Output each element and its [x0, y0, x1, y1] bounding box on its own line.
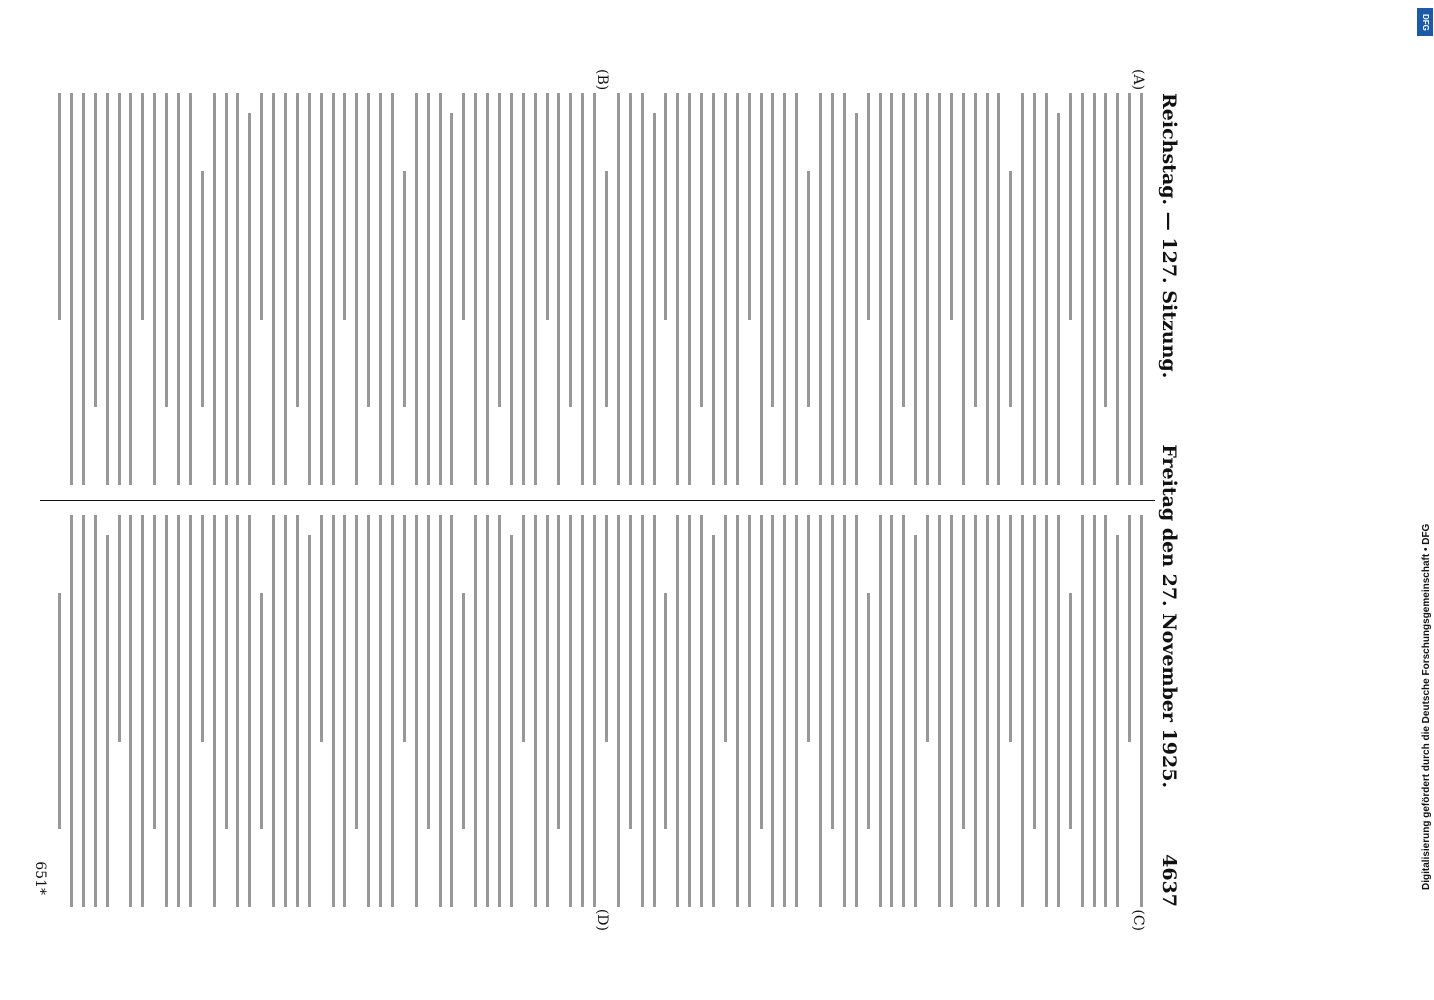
- margin-mark-c: (C): [1130, 909, 1146, 931]
- text-line: [94, 93, 97, 407]
- text-line: [890, 515, 893, 907]
- text-line: [724, 93, 727, 485]
- text-line: [629, 515, 632, 829]
- text-line: [605, 171, 608, 406]
- text-line: [879, 93, 882, 485]
- text-line: [474, 515, 477, 907]
- text-line: [534, 515, 537, 907]
- text-line: [260, 593, 263, 828]
- text-line: [379, 93, 382, 485]
- text-line: [355, 515, 358, 829]
- text-line: [748, 515, 751, 907]
- text-line: [165, 515, 168, 907]
- text-line: [831, 93, 834, 485]
- text-line: [724, 515, 727, 742]
- text-line: [914, 93, 917, 485]
- text-line: [997, 515, 1000, 907]
- text-line: [308, 93, 311, 485]
- text-line: [320, 515, 323, 742]
- text-line: [760, 93, 763, 485]
- right-column: [50, 515, 1152, 907]
- text-line: [997, 93, 1000, 485]
- text-line: [1057, 113, 1060, 485]
- text-line: [1140, 515, 1143, 907]
- text-line: [272, 93, 275, 485]
- text-line: [926, 515, 929, 742]
- text-line: [1081, 93, 1084, 485]
- footer-signature: 651*: [32, 861, 48, 895]
- text-line: [1128, 93, 1131, 485]
- text-line: [58, 93, 61, 320]
- text-line: [581, 93, 584, 485]
- text-line: [439, 93, 442, 485]
- text-line: [474, 93, 477, 485]
- text-line: [772, 93, 775, 407]
- text-line: [486, 93, 489, 485]
- text-line: [641, 515, 644, 907]
- text-line: [581, 515, 584, 907]
- text-line: [1104, 93, 1107, 407]
- text-line: [605, 515, 608, 742]
- text-line: [1009, 515, 1012, 742]
- text-line: [653, 113, 656, 485]
- text-line: [308, 535, 311, 907]
- text-line: [379, 515, 382, 907]
- text-line: [783, 515, 786, 907]
- text-line: [843, 515, 846, 907]
- digitization-credit: Digitalisierung gefördert durch die Deutsche Forschungsgemeinschaft • DFG: [1421, 523, 1432, 890]
- text-line: [1081, 515, 1084, 907]
- text-line: [534, 93, 537, 485]
- text-line: [296, 93, 299, 407]
- text-line: [867, 93, 870, 320]
- text-line: [546, 515, 549, 907]
- text-line: [974, 515, 977, 907]
- text-line: [165, 93, 168, 407]
- text-line: [950, 515, 953, 907]
- text-line: [129, 515, 132, 907]
- text-line: [189, 93, 192, 485]
- text-line: [629, 93, 632, 485]
- margin-mark-b: (B): [594, 69, 610, 91]
- text-line: [450, 515, 453, 907]
- column-divider: [40, 500, 1155, 501]
- text-line: [355, 93, 358, 485]
- header-date: Freitag den 27. November 1925.: [1158, 444, 1180, 789]
- text-line: [522, 515, 525, 742]
- text-line: [688, 515, 691, 907]
- text-line: [189, 515, 192, 907]
- text-line: [450, 113, 453, 485]
- text-line: [415, 93, 418, 485]
- text-line: [641, 93, 644, 485]
- text-line: [236, 515, 239, 907]
- text-line: [427, 93, 430, 485]
- text-line: [819, 515, 822, 907]
- text-line: [225, 93, 228, 485]
- text-line: [914, 535, 917, 907]
- text-line: [1069, 593, 1072, 828]
- text-line: [248, 515, 251, 907]
- text-line: [819, 93, 822, 485]
- text-line: [522, 93, 525, 485]
- text-line: [546, 93, 549, 320]
- text-line: [403, 515, 406, 742]
- text-line: [284, 93, 287, 485]
- text-line: [795, 515, 798, 907]
- text-line: [141, 515, 144, 907]
- header-left: Reichstag. — 127. Sitzung.: [1158, 93, 1180, 379]
- text-line: [153, 515, 156, 829]
- text-line: [843, 93, 846, 485]
- text-line: [462, 93, 465, 320]
- text-line: [688, 93, 691, 485]
- document-page: [30, 65, 1210, 935]
- page-header: [1158, 93, 1188, 907]
- text-line: [986, 93, 989, 485]
- text-line: [332, 93, 335, 485]
- text-line: [486, 515, 489, 907]
- text-line: [82, 515, 85, 907]
- left-column: [50, 93, 1152, 485]
- text-line: [879, 515, 882, 907]
- text-line: [462, 593, 465, 828]
- text-line: [284, 515, 287, 907]
- text-line: [332, 515, 335, 907]
- text-line: [1140, 93, 1143, 485]
- text-line: [1021, 93, 1024, 485]
- text-line: [962, 93, 965, 485]
- text-line: [950, 93, 953, 320]
- text-line: [664, 593, 667, 828]
- text-line: [236, 93, 239, 485]
- text-line: [498, 515, 501, 907]
- text-line: [664, 93, 667, 320]
- text-line: [225, 515, 228, 829]
- text-line: [320, 93, 323, 485]
- text-line: [391, 93, 394, 485]
- text-line: [926, 93, 929, 485]
- text-line: [213, 515, 216, 907]
- text-line: [94, 515, 97, 907]
- text-line: [593, 93, 596, 485]
- text-line: [1033, 93, 1036, 485]
- dfg-logo: DFG: [1417, 8, 1433, 36]
- text-line: [617, 515, 620, 907]
- text-line: [1045, 93, 1048, 485]
- text-line: [795, 93, 798, 485]
- text-line: [902, 515, 905, 907]
- text-line: [177, 515, 180, 907]
- text-line: [248, 113, 251, 485]
- text-line: [82, 93, 85, 485]
- text-line: [367, 515, 370, 907]
- text-line: [760, 515, 763, 829]
- text-line: [974, 93, 977, 407]
- text-line: [106, 93, 109, 485]
- text-line: [272, 515, 275, 907]
- text-line: [772, 515, 775, 907]
- text-line: [653, 515, 656, 907]
- text-line: [569, 93, 572, 407]
- text-line: [1033, 515, 1036, 829]
- text-line: [902, 93, 905, 407]
- text-line: [153, 93, 156, 485]
- text-line: [343, 515, 346, 907]
- text-line: [391, 515, 394, 907]
- text-line: [676, 93, 679, 485]
- text-line: [498, 93, 501, 407]
- text-line: [736, 515, 739, 907]
- text-line: [700, 515, 703, 907]
- text-line: [177, 93, 180, 485]
- text-line: [807, 171, 810, 406]
- text-line: [415, 515, 418, 907]
- text-line: [1009, 171, 1012, 406]
- text-line: [748, 93, 751, 320]
- text-line: [736, 93, 739, 485]
- text-line: [938, 93, 941, 485]
- text-line: [867, 593, 870, 828]
- text-line: [1069, 93, 1072, 320]
- text-line: [1104, 515, 1107, 907]
- text-line: [1093, 93, 1096, 485]
- text-line: [676, 515, 679, 907]
- text-line: [118, 93, 121, 485]
- text-line: [1128, 515, 1131, 742]
- text-line: [296, 515, 299, 907]
- text-line: [260, 93, 263, 320]
- text-line: [700, 93, 703, 407]
- text-line: [557, 515, 560, 829]
- text-line: [712, 93, 715, 485]
- page-number: 4637: [1158, 854, 1180, 907]
- text-line: [1045, 515, 1048, 907]
- text-line: [201, 171, 204, 406]
- text-line: [510, 93, 513, 485]
- text-line: [617, 93, 620, 485]
- text-line: [986, 515, 989, 907]
- margin-mark-d: (D): [594, 908, 610, 931]
- margin-mark-a: (A): [1130, 69, 1146, 91]
- text-line: [403, 171, 406, 406]
- text-line: [70, 93, 73, 485]
- text-line: [1116, 93, 1119, 485]
- text-line: [938, 515, 941, 907]
- text-line: [201, 515, 204, 742]
- text-line: [510, 535, 513, 907]
- text-line: [783, 93, 786, 485]
- text-line: [962, 515, 965, 829]
- text-line: [106, 535, 109, 907]
- text-line: [427, 515, 430, 829]
- text-line: [118, 515, 121, 742]
- text-line: [70, 515, 73, 907]
- text-line: [141, 93, 144, 320]
- text-line: [569, 515, 572, 907]
- text-line: [855, 113, 858, 485]
- text-line: [1021, 515, 1024, 907]
- text-line: [439, 515, 442, 907]
- text-line: [343, 93, 346, 320]
- text-line: [129, 93, 132, 485]
- text-line: [890, 93, 893, 485]
- text-line: [807, 515, 810, 742]
- text-line: [557, 93, 560, 485]
- text-line: [58, 593, 61, 828]
- text-line: [593, 515, 596, 907]
- text-line: [855, 515, 858, 907]
- text-line: [1093, 515, 1096, 907]
- text-line: [1116, 535, 1119, 907]
- text-line: [712, 535, 715, 907]
- text-line: [213, 93, 216, 485]
- text-line: [367, 93, 370, 407]
- text-line: [1057, 515, 1060, 907]
- text-line: [831, 515, 834, 829]
